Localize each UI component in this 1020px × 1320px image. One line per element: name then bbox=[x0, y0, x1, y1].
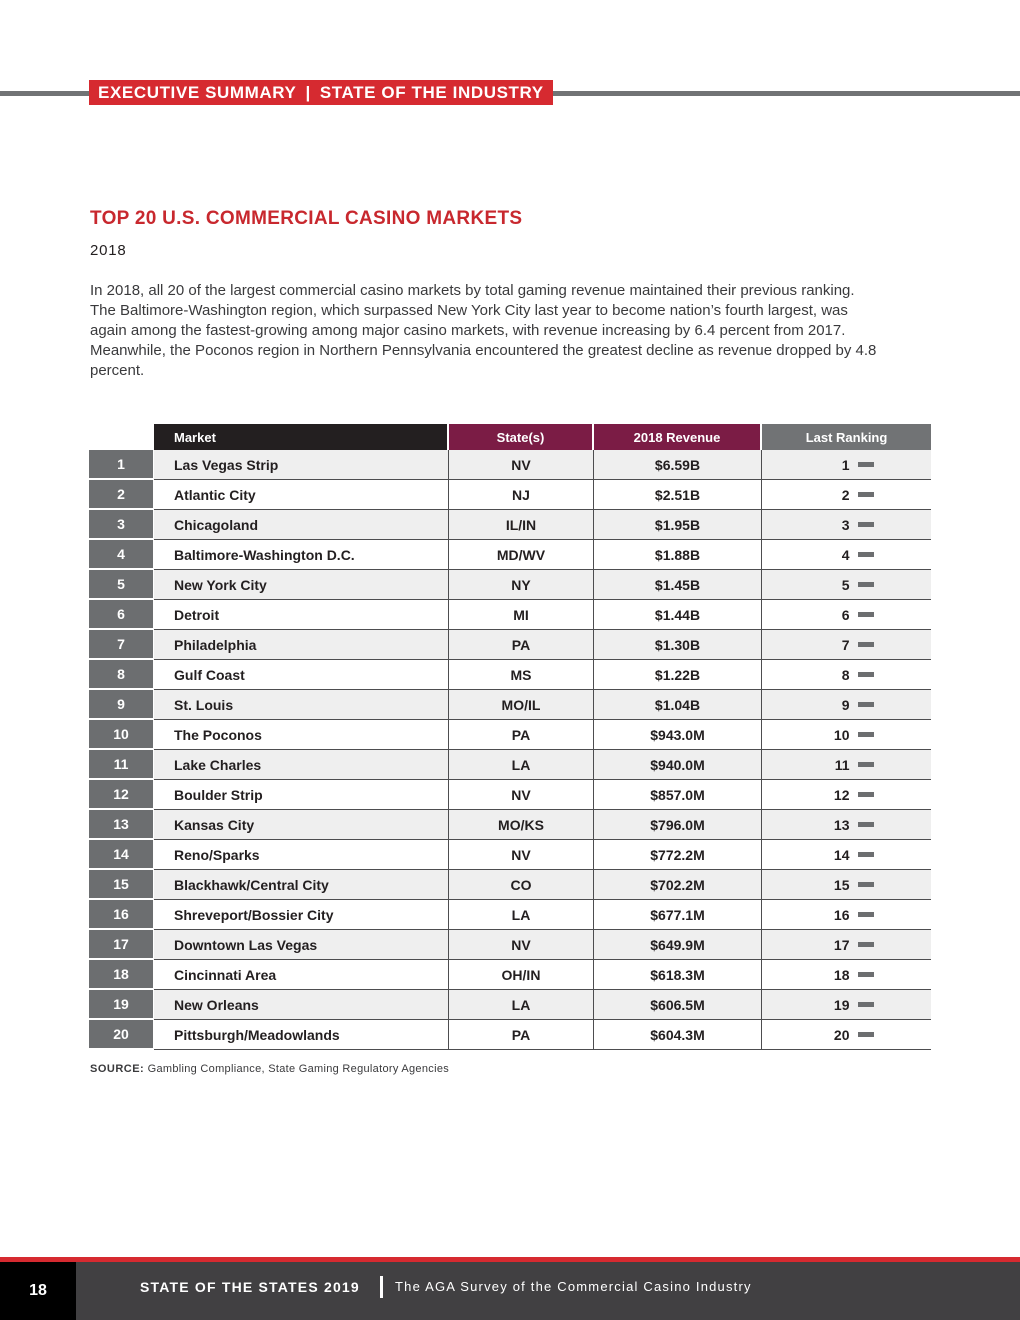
dash-icon bbox=[858, 792, 874, 797]
revenue-cell: $772.2M bbox=[594, 840, 762, 870]
last-ranking-cell bbox=[762, 990, 931, 1020]
revenue-cell: $2.51B bbox=[594, 480, 762, 510]
dash-icon bbox=[858, 552, 874, 557]
revenue-cell: $1.04B bbox=[594, 690, 762, 720]
table-row bbox=[89, 690, 931, 720]
last-ranking-cell bbox=[762, 540, 931, 570]
state-cell: LA bbox=[449, 750, 594, 780]
last-ranking-cell bbox=[762, 660, 931, 690]
last-ranking-cell bbox=[762, 450, 931, 480]
dash-icon bbox=[858, 492, 874, 497]
rank-cell: 3 bbox=[89, 510, 154, 540]
table-row bbox=[89, 900, 931, 930]
rank-cell: 5 bbox=[89, 570, 154, 600]
last-ranking-value: 1 bbox=[841, 456, 850, 473]
header-last-ranking: Last Ranking bbox=[762, 424, 931, 450]
rank-cell: 7 bbox=[89, 630, 154, 660]
state-cell: NV bbox=[449, 450, 594, 480]
revenue-cell: $857.0M bbox=[594, 780, 762, 810]
page-subtitle-year: 2018 bbox=[90, 242, 127, 259]
revenue-cell: $6.59B bbox=[594, 450, 762, 480]
state-cell: MO/IL bbox=[449, 690, 594, 720]
market-cell: Downtown Las Vegas bbox=[154, 930, 449, 960]
table-row bbox=[89, 540, 931, 570]
table-row bbox=[89, 600, 931, 630]
last-ranking-value: 18 bbox=[833, 966, 850, 983]
state-cell: IL/IN bbox=[449, 510, 594, 540]
state-cell: CO bbox=[449, 870, 594, 900]
state-cell: NV bbox=[449, 930, 594, 960]
market-cell: New York City bbox=[154, 570, 449, 600]
table-row bbox=[89, 1020, 931, 1050]
state-cell: LA bbox=[449, 990, 594, 1020]
revenue-cell: $796.0M bbox=[594, 810, 762, 840]
last-ranking-cell bbox=[762, 930, 931, 960]
last-ranking-cell bbox=[762, 900, 931, 930]
market-cell: Kansas City bbox=[154, 810, 449, 840]
market-cell: Baltimore-Washington D.C. bbox=[154, 540, 449, 570]
rank-cell: 18 bbox=[89, 960, 154, 990]
table-body bbox=[89, 450, 931, 1050]
state-cell: MD/WV bbox=[449, 540, 594, 570]
rank-cell: 9 bbox=[89, 690, 154, 720]
state-cell: PA bbox=[449, 720, 594, 750]
state-cell: OH/IN bbox=[449, 960, 594, 990]
rank-cell: 11 bbox=[89, 750, 154, 780]
market-cell: Blackhawk/Central City bbox=[154, 870, 449, 900]
market-cell: Reno/Sparks bbox=[154, 840, 449, 870]
state-cell: MS bbox=[449, 660, 594, 690]
rank-cell: 2 bbox=[89, 480, 154, 510]
last-ranking-value: 11 bbox=[834, 756, 850, 773]
last-ranking-value: 5 bbox=[841, 576, 850, 593]
footer-subtitle: The AGA Survey of the Commercial Casino Industry bbox=[395, 1279, 752, 1294]
last-ranking-value: 17 bbox=[833, 936, 850, 953]
dash-icon bbox=[858, 702, 874, 707]
dash-icon bbox=[858, 642, 874, 647]
dash-icon bbox=[858, 1032, 874, 1037]
last-ranking-cell bbox=[762, 750, 931, 780]
table-row bbox=[89, 660, 931, 690]
market-cell: Cincinnati Area bbox=[154, 960, 449, 990]
header-market: Market bbox=[154, 424, 449, 450]
dash-icon bbox=[858, 1002, 874, 1007]
dash-icon bbox=[858, 912, 874, 917]
table-row bbox=[89, 780, 931, 810]
dash-icon bbox=[858, 852, 874, 857]
market-cell: The Poconos bbox=[154, 720, 449, 750]
table-row bbox=[89, 570, 931, 600]
market-cell: Lake Charles bbox=[154, 750, 449, 780]
last-ranking-cell bbox=[762, 1020, 931, 1050]
dash-icon bbox=[858, 462, 874, 467]
revenue-cell: $604.3M bbox=[594, 1020, 762, 1050]
last-ranking-cell bbox=[762, 840, 931, 870]
last-ranking-cell bbox=[762, 570, 931, 600]
footer-title: STATE OF THE STATES 2019 bbox=[140, 1279, 360, 1295]
market-cell: Philadelphia bbox=[154, 630, 449, 660]
state-cell: NV bbox=[449, 780, 594, 810]
market-cell: St. Louis bbox=[154, 690, 449, 720]
rank-cell: 6 bbox=[89, 600, 154, 630]
state-cell: NJ bbox=[449, 480, 594, 510]
header-rank-spacer bbox=[89, 424, 154, 450]
intro-paragraph: In 2018, all 20 of the largest commercial casino markets by total gaming revenue maintained their previous ranking. The Baltimore-Washington region, which surpassed New York City last year to become nation’s fourth largest, was again among the fastest-growing among major casino markets, with revenue increasing by 6.4 percent from 2017. Meanwhile, the Poconos region in Northern Pennsylvania encountered the greatest decline as revenue dropped by 4.8 percent. bbox=[90, 282, 877, 379]
rank-cell: 17 bbox=[89, 930, 154, 960]
market-cell: Las Vegas Strip bbox=[154, 450, 449, 480]
page-number: 18 bbox=[0, 1262, 76, 1320]
source-text: Gambling Compliance, State Gaming Regulatory Agencies bbox=[147, 1063, 450, 1075]
table-row bbox=[89, 960, 931, 990]
state-cell: PA bbox=[449, 630, 594, 660]
revenue-cell: $1.88B bbox=[594, 540, 762, 570]
rank-cell: 8 bbox=[89, 660, 154, 690]
dash-icon bbox=[858, 822, 874, 827]
last-ranking-cell bbox=[762, 690, 931, 720]
market-cell: Detroit bbox=[154, 600, 449, 630]
market-cell: Chicagoland bbox=[154, 510, 449, 540]
footer-divider bbox=[380, 1276, 383, 1298]
revenue-cell: $1.30B bbox=[594, 630, 762, 660]
table-row bbox=[89, 480, 931, 510]
table-row bbox=[89, 750, 931, 780]
last-ranking-value: 20 bbox=[833, 1026, 850, 1043]
rank-cell: 15 bbox=[89, 870, 154, 900]
section-separator: | bbox=[305, 82, 311, 102]
last-ranking-cell bbox=[762, 870, 931, 900]
rank-cell: 13 bbox=[89, 810, 154, 840]
last-ranking-value: 19 bbox=[833, 996, 850, 1013]
dash-icon bbox=[858, 612, 874, 617]
state-cell: MO/KS bbox=[449, 810, 594, 840]
revenue-cell: $606.5M bbox=[594, 990, 762, 1020]
last-ranking-value: 4 bbox=[841, 546, 850, 563]
state-cell: LA bbox=[449, 900, 594, 930]
footer bbox=[0, 1262, 1020, 1320]
last-ranking-cell bbox=[762, 480, 931, 510]
last-ranking-value: 7 bbox=[841, 636, 850, 653]
dash-icon bbox=[858, 972, 874, 977]
rank-cell: 19 bbox=[89, 990, 154, 1020]
last-ranking-value: 3 bbox=[841, 516, 850, 533]
table-row bbox=[89, 870, 931, 900]
revenue-cell: $1.95B bbox=[594, 510, 762, 540]
section-header bbox=[89, 80, 553, 105]
last-ranking-cell bbox=[762, 510, 931, 540]
subsection-label: STATE OF THE INDUSTRY bbox=[319, 82, 544, 102]
last-ranking-value: 6 bbox=[841, 606, 850, 623]
last-ranking-value: 15 bbox=[833, 876, 850, 893]
last-ranking-value: 16 bbox=[833, 906, 850, 923]
rank-cell: 16 bbox=[89, 900, 154, 930]
state-cell: MI bbox=[449, 600, 594, 630]
table-header bbox=[89, 424, 931, 450]
rank-cell: 4 bbox=[89, 540, 154, 570]
table-row bbox=[89, 810, 931, 840]
last-ranking-cell bbox=[762, 630, 931, 660]
market-cell: Shreveport/Bossier City bbox=[154, 900, 449, 930]
revenue-cell: $940.0M bbox=[594, 750, 762, 780]
last-ranking-cell bbox=[762, 600, 931, 630]
table-row bbox=[89, 990, 931, 1020]
state-cell: NY bbox=[449, 570, 594, 600]
source-note bbox=[90, 1063, 449, 1075]
last-ranking-cell bbox=[762, 720, 931, 750]
table-row bbox=[89, 510, 931, 540]
markets-table bbox=[89, 424, 931, 1050]
rank-cell: 14 bbox=[89, 840, 154, 870]
dash-icon bbox=[858, 582, 874, 587]
revenue-cell: $1.44B bbox=[594, 600, 762, 630]
source-label: SOURCE: bbox=[90, 1063, 145, 1075]
revenue-cell: $649.9M bbox=[594, 930, 762, 960]
market-cell: Atlantic City bbox=[154, 480, 449, 510]
last-ranking-value: 9 bbox=[841, 696, 850, 713]
page-title: TOP 20 U.S. COMMERCIAL CASINO MARKETS bbox=[90, 208, 523, 229]
state-cell: PA bbox=[449, 1020, 594, 1050]
dash-icon bbox=[858, 942, 874, 947]
revenue-cell: $702.2M bbox=[594, 870, 762, 900]
table-row bbox=[89, 930, 931, 960]
header-state: State(s) bbox=[449, 424, 594, 450]
rank-cell: 20 bbox=[89, 1020, 154, 1050]
revenue-cell: $943.0M bbox=[594, 720, 762, 750]
section-label: EXECUTIVE SUMMARY bbox=[98, 82, 297, 102]
last-ranking-cell bbox=[762, 960, 931, 990]
dash-icon bbox=[858, 762, 874, 767]
table-row bbox=[89, 720, 931, 750]
revenue-cell: $677.1M bbox=[594, 900, 762, 930]
dash-icon bbox=[858, 732, 874, 737]
header-revenue: 2018 Revenue bbox=[594, 424, 762, 450]
market-cell: New Orleans bbox=[154, 990, 449, 1020]
table-row bbox=[89, 630, 931, 660]
last-ranking-value: 10 bbox=[833, 726, 850, 743]
state-cell: NV bbox=[449, 840, 594, 870]
last-ranking-value: 12 bbox=[833, 786, 850, 803]
dash-icon bbox=[858, 882, 874, 887]
revenue-cell: $618.3M bbox=[594, 960, 762, 990]
last-ranking-cell bbox=[762, 810, 931, 840]
rank-cell: 10 bbox=[89, 720, 154, 750]
dash-icon bbox=[858, 672, 874, 677]
last-ranking-value: 14 bbox=[833, 846, 850, 863]
revenue-cell: $1.45B bbox=[594, 570, 762, 600]
rank-cell: 12 bbox=[89, 780, 154, 810]
market-cell: Gulf Coast bbox=[154, 660, 449, 690]
last-ranking-value: 2 bbox=[841, 486, 850, 503]
table-row bbox=[89, 840, 931, 870]
dash-icon bbox=[858, 522, 874, 527]
last-ranking-cell bbox=[762, 780, 931, 810]
revenue-cell: $1.22B bbox=[594, 660, 762, 690]
market-cell: Pittsburgh/Meadowlands bbox=[154, 1020, 449, 1050]
last-ranking-value: 8 bbox=[841, 666, 850, 683]
last-ranking-value: 13 bbox=[833, 816, 850, 833]
rank-cell: 1 bbox=[89, 450, 154, 480]
table-row bbox=[89, 450, 931, 480]
market-cell: Boulder Strip bbox=[154, 780, 449, 810]
